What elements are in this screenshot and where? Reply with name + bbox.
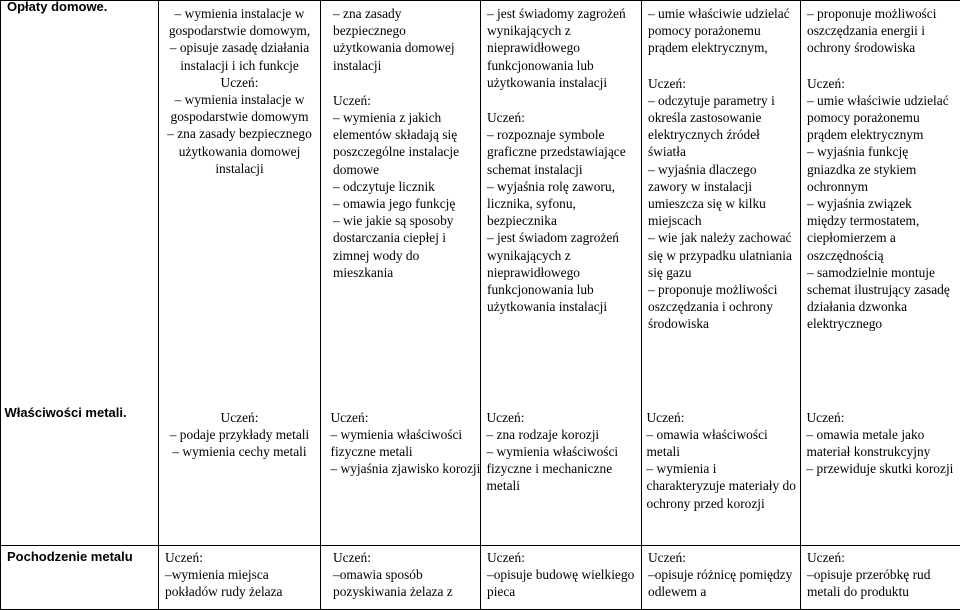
cell-col1: [159, 546, 321, 610]
text-line: – proponuje możliwości oszczędzania energii i ochrony środowiska: [807, 5, 954, 57]
text-line: Uczeń:: [648, 549, 796, 566]
cell-col4: [642, 546, 801, 610]
text-line: – omawia jego funkcję: [333, 195, 474, 212]
text-line: Uczeń:: [487, 549, 637, 566]
text-line: – wyjaśnia związek między termostatem, ciepłomierzem a oszczędnością: [807, 195, 954, 264]
text-line: – rozpoznaje symbole graficzne przedstawiające schemat instalacji: [487, 126, 635, 178]
text-line: – wymienia instalacje w gospodarstwie domowym: [163, 91, 316, 125]
cell-col5: [801, 1, 960, 546]
text-line: Uczeń:: [807, 75, 954, 92]
text-line: – wymienia cechy metali: [165, 443, 315, 460]
text-line: – wymienia i charakteryzuje materiały do ochrony przed korozji: [647, 460, 797, 512]
text-line: – odczytuje parametry i określa zastosowanie elektrycznych źródeł światła: [648, 92, 794, 161]
text-line: –wymienia miejsca pokładów rudy żelaza: [165, 566, 316, 600]
cell-col2: [321, 546, 481, 610]
text-line: Uczeń:: [648, 75, 794, 92]
text-line: – omawia metale jako materiał konstrukcyjny: [807, 426, 955, 460]
topic-oplaty: Opłaty domowe.: [7, 0, 158, 14]
text-line: Uczeń:: [333, 92, 474, 109]
text-line: Uczeń:: [647, 409, 797, 426]
text-line: – omawia właściwości metali: [647, 426, 797, 460]
cell-col2: [321, 1, 481, 546]
text-line: – wie jakie są sposoby dostarczania ciepłej i zimnej wody do mieszkania: [333, 212, 474, 281]
text-line: Uczeń:: [487, 109, 635, 126]
text-line: – proponuje możliwości oszczędzania i ochrony środowiska: [648, 281, 794, 333]
text-line: – wyjaśnia dlaczego zawory w instalacji umieszcza się w kilku miejscach: [648, 161, 794, 230]
text-line: Uczeń:: [333, 549, 476, 566]
cell-col3: [481, 1, 642, 546]
text-line: – wyjaśnia funkcję gniazdka ze stykiem ochronnym: [807, 143, 954, 195]
topic-cell: [1, 1, 159, 546]
text-line: – wymienia właściwości fizyczne i mechaniczne metali: [487, 443, 637, 495]
text-line: – przewiduje skutki korozji: [807, 460, 955, 477]
text-line: – wymienia z jakich elementów składają się poszczególne instalacje domowe: [333, 109, 474, 178]
text-line: – jest świadomy zagrożeń wynikających z nieprawidłowego funkcjonowania lub użytkowania instalacji: [487, 5, 635, 91]
text-line: – wymienia instalacje w gospodarstwie domowym,: [163, 5, 316, 39]
text-line: – umie właściwie udzielać pomocy porażonemu prądem elektrycznym,: [648, 5, 794, 57]
text-line: – jest świadom zagrożeń wynikających z nieprawidłowego funkcjonowania lub użytkowania instalacji: [487, 229, 635, 315]
text-line: – wyjaśnia zjawisko korozji: [331, 460, 481, 477]
text-line: – zna zasady bezpiecznego użytkowania domowej instalacji: [163, 125, 316, 177]
cell-col5: [801, 546, 960, 610]
text-line: – wie jak należy zachować się w przypadku ulatniania się gazu: [648, 229, 794, 281]
text-line: Uczeń:: [331, 409, 481, 426]
text-line: – podaje przykłady metali: [165, 426, 315, 443]
text-line: Uczeń:: [807, 549, 956, 566]
text-line: – wyjaśnia rolę zaworu, licznika, syfonu, bezpiecznika: [487, 178, 635, 230]
text-line: Uczeń:: [165, 409, 315, 426]
text-line: –opisuje przeróbkę rud metali do produktu: [807, 566, 956, 600]
text-line: – odczytuje licznik: [333, 178, 474, 195]
text-line: – zna zasady bezpiecznego użytkowania domowej instalacji: [333, 5, 474, 74]
text-line: – wymienia właściwości fizyczne metali: [331, 426, 481, 460]
table-row: [1, 1, 960, 546]
text-line: –opisuje budowę wielkiego pieca: [487, 566, 637, 600]
topic-pochodzenie: Pochodzenie metalu: [1, 546, 159, 610]
text-line: –opisuje różnicę pomiędzy odlewem a: [648, 566, 796, 600]
text-line: – samodzielnie montuje schemat ilustrujący zasadę działania dzwonka elektrycznego: [807, 264, 954, 333]
text-line: – opisuje zasadę działania instalacji i ich funkcje: [163, 39, 316, 73]
text-line: Uczeń:: [163, 74, 316, 91]
topic-wlasciwosci: Właściwości metali.: [5, 405, 127, 420]
table-row: [1, 546, 960, 610]
text-line: –omawia sposób pozyskiwania żelaza z: [333, 566, 476, 600]
cell-col1: [159, 1, 321, 546]
text-line: – umie właściwie udzielać pomocy porażonemu prądem elektrycznym: [807, 92, 954, 144]
text-line: Uczeń:: [165, 549, 316, 566]
cell-col3: [481, 546, 642, 610]
text-line: Uczeń:: [487, 409, 637, 426]
text-line: – zna rodzaje korozji: [487, 426, 637, 443]
text-line: Uczeń:: [807, 409, 955, 426]
cell-col4: [642, 1, 801, 546]
